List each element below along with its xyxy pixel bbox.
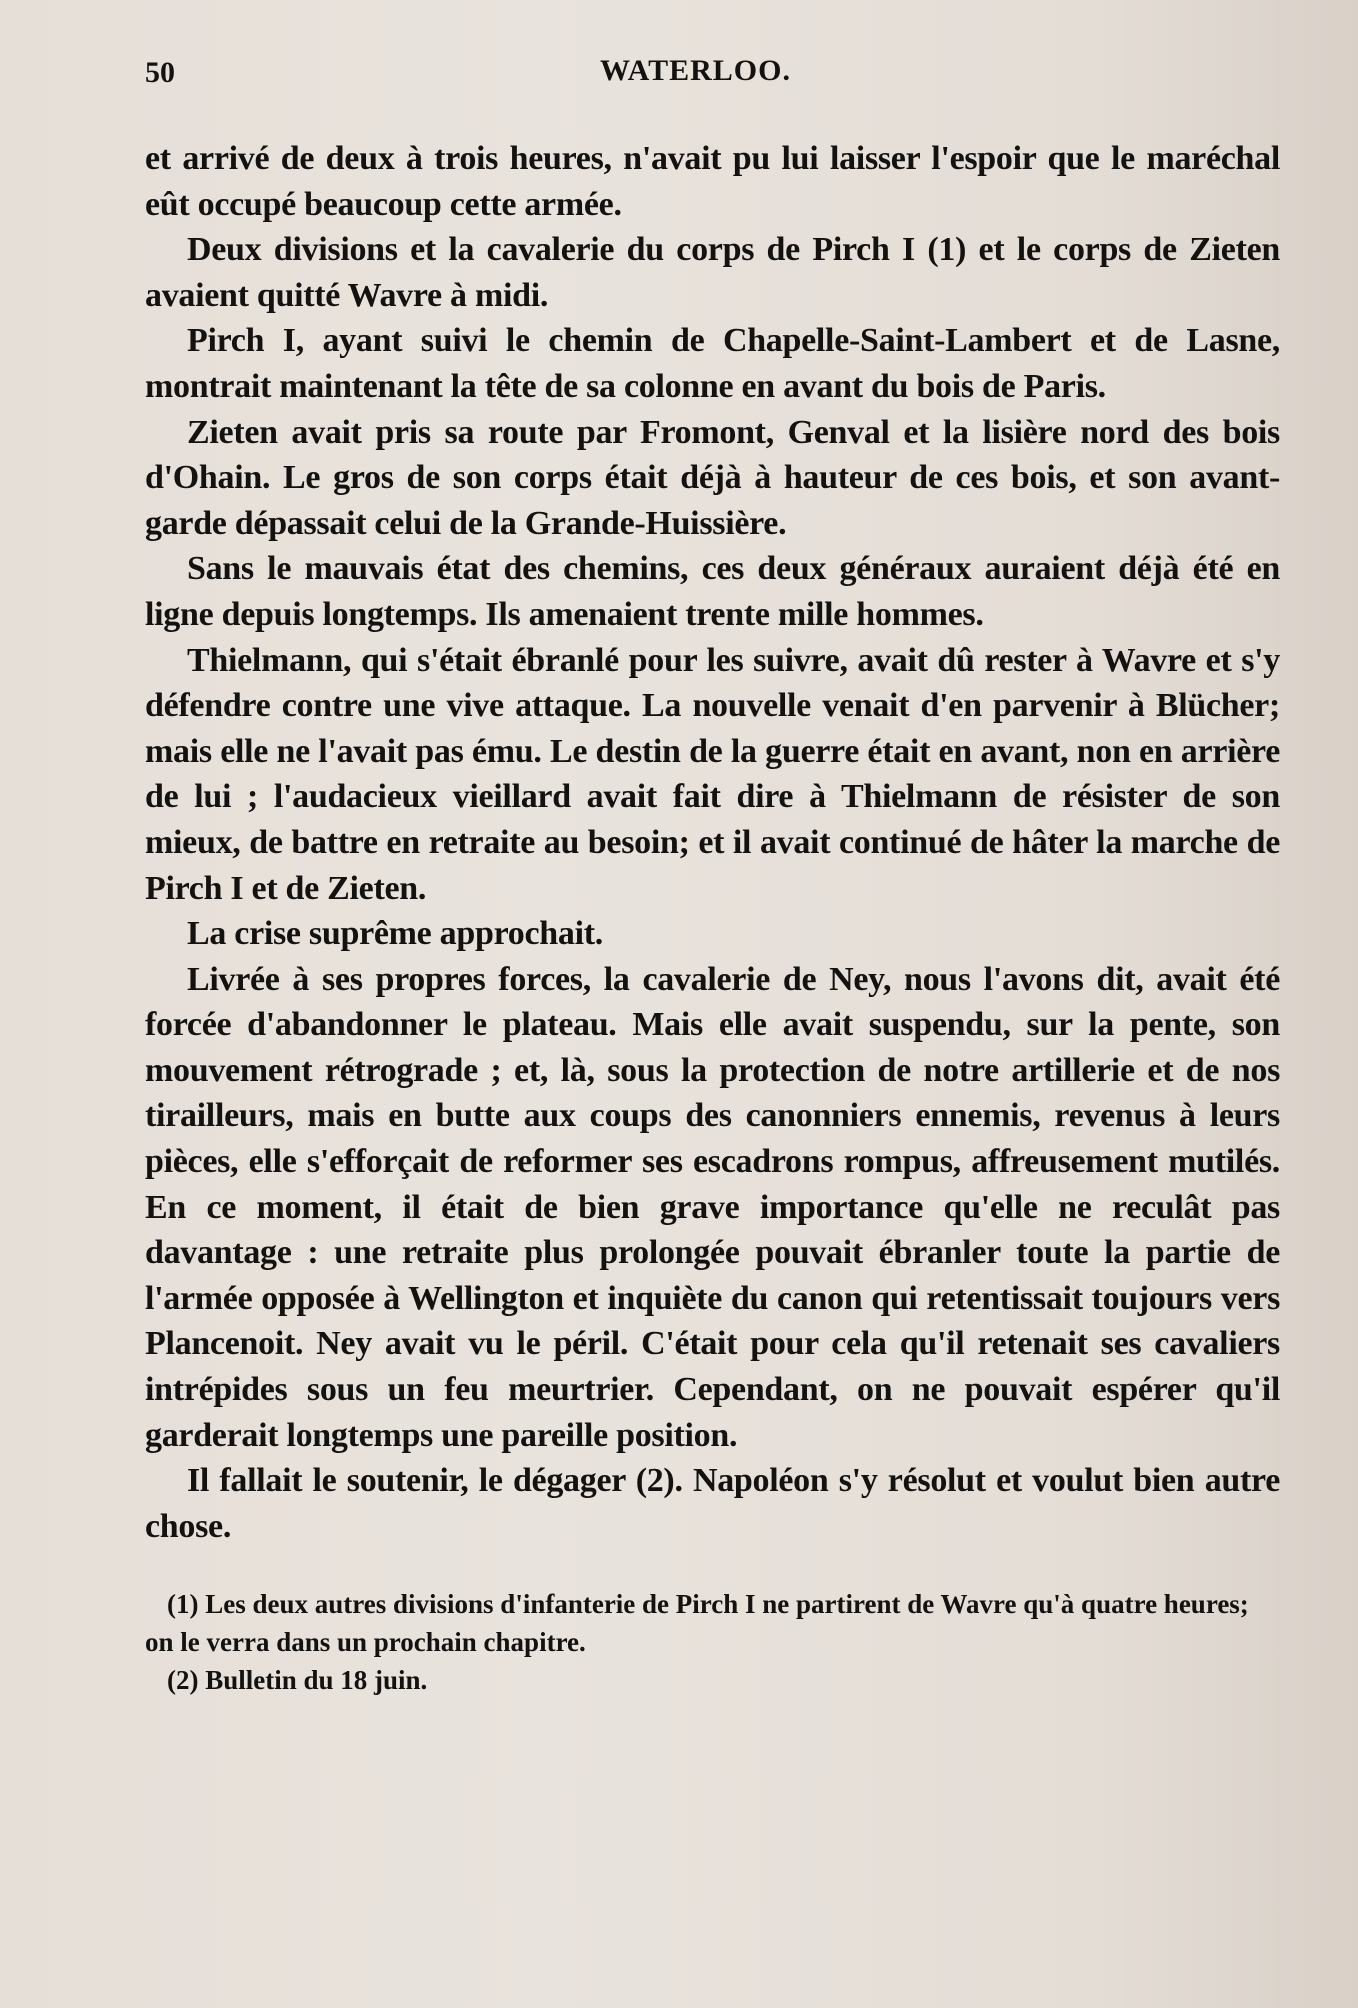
body-text [145,136,1280,1549]
paragraph: Thielmann, qui s'était ébranlé pour les suivre, avait dû rester à Wavre et s'y défendre contre une vive attaque. La nouvelle venait d'en parvenir à Blücher; mais elle ne l'avait pas ému. Le destin de la guerre était en avant, non en arrière de lui ; l'audacieux vieillard avait fait dire à Thielmann de résister de son mieux, de battre en retraite au besoin; et il avait continué de hâter la marche de Pirch I et de Zieten. [145,641,1280,907]
footnote-marker: (1) [167,1589,199,1620]
paragraph: Il fallait le soutenir, le dégager (2). Napoléon s'y résolut et voulut bien autre chose. [145,1462,1280,1545]
page-number: 50 [145,56,175,89]
paragraph: Zieten avait pris sa route par Fromont, Genval et la lisière nord des bois d'Ohain. Le gros de son corps était déjà à hauteur de ces bois, et son avant-garde dépassait celui de la Grande-Huissière. [145,413,1280,542]
running-head [145,50,1280,100]
footnote-marker: (2) [167,1665,199,1696]
book-page [145,50,1280,1699]
footnotes [145,1585,1280,1699]
paragraph: La crise suprême approchait. [187,915,603,953]
footnote [145,1585,1280,1661]
footnote-text: Les deux autres divisions d'infanterie de Pirch I ne partirent de Wavre qu'à quatre heures; on le verra dans un prochain chapitre. [145,1589,1249,1658]
paragraph: Pirch I, ayant suivi le chemin de Chapelle-Saint-Lambert et de Lasne, montrait maintenant la tête de sa colonne en avant du bois de Paris. [145,322,1280,405]
footnote [145,1661,1280,1699]
paragraph: Deux divisions et la cavalerie du corps de Pirch I (1) et le corps de Zieten avaient quitté Wavre à midi. [145,231,1280,314]
paragraph: et arrivé de deux à trois heures, n'avait pu lui laisser l'espoir que le maréchal eût occupé beaucoup cette armée. [145,140,1280,223]
chapter-title: WATERLOO. [600,54,791,87]
footnote-text: Bulletin du 18 juin. [205,1665,428,1696]
paragraph: Sans le mauvais état des chemins, ces deux généraux auraient déjà été en ligne depuis longtemps. Ils amenaient trente mille hommes. [145,550,1280,633]
paragraph: Livrée à ses propres forces, la cavalerie de Ney, nous l'avons dit, avait été forcée d'abandonner le plateau. Mais elle avait suspendu, sur la pente, son mouvement rétrograde ; et, là, sous la protection de notre artillerie et de nos tirailleurs, mais en butte aux coups des canonniers ennemis, revenus à leurs pièces, elle s'efforçait de reformer ses escadrons rompus, affreusement mutilés. En ce moment, il était de bien grave importance qu'elle ne reculât pas davantage : une retraite plus prolongée pouvait ébranler toute la partie de l'armée opposée à Wellington et inquiète du canon qui retentissait toujours vers Plancenoit. Ney avait vu le péril. C'était pour cela qu'il retenait ses cavaliers intrépides sous un feu meurtrier. Cependant, on ne pouvait espérer qu'il garderait longtemps une pareille position. [145,960,1280,1454]
